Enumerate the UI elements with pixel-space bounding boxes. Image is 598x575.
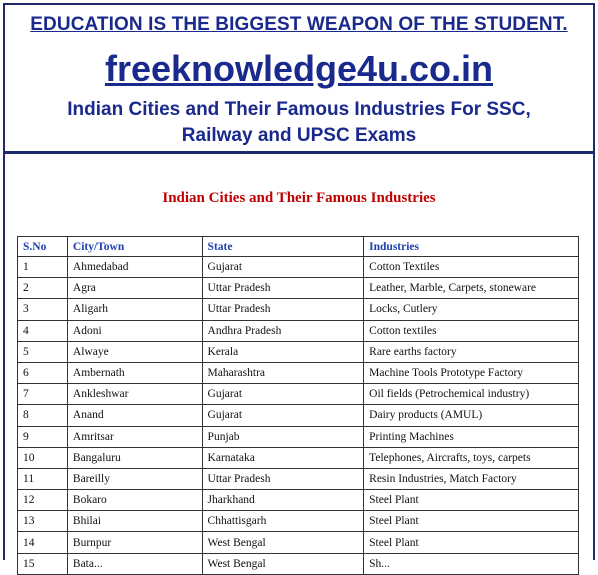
cell-city: Bokaro	[67, 490, 202, 511]
cell-city: Amritsar	[67, 426, 202, 447]
cell-state: Punjab	[202, 426, 364, 447]
table-row	[18, 299, 579, 320]
cell-industries: Cotton textiles	[364, 320, 579, 341]
table-row	[18, 490, 579, 511]
cell-sno: 8	[18, 405, 68, 426]
cell-state: Andhra Pradesh	[202, 320, 364, 341]
cell-sno: 15	[18, 553, 68, 574]
document-title: Indian Cities and Their Famous Industries	[162, 190, 436, 206]
cell-industries: Steel Plant	[364, 511, 579, 532]
table-row	[18, 553, 579, 574]
table-row	[18, 447, 579, 468]
cell-state: Gujarat	[202, 384, 364, 405]
cell-state: Uttar Pradesh	[202, 468, 364, 489]
cell-city: Aligarh	[67, 299, 202, 320]
cell-sno: 14	[18, 532, 68, 553]
page-subtitle	[25, 97, 573, 149]
cell-city: Bangaluru	[67, 447, 202, 468]
cell-state: Maharashtra	[202, 362, 364, 383]
cell-state: West Bengal	[202, 553, 364, 574]
table-row	[18, 278, 579, 299]
cell-sno: 11	[18, 468, 68, 489]
table-row	[18, 532, 579, 553]
table-row	[18, 362, 579, 383]
subtitle-line-2: Railway and UPSC Exams	[181, 125, 417, 146]
cell-industries: Locks, Cutlery	[364, 299, 579, 320]
cell-state: Gujarat	[202, 257, 364, 278]
cell-city: Bareilly	[67, 468, 202, 489]
cell-state: Uttar Pradesh	[202, 299, 364, 320]
table-header-row	[18, 237, 579, 257]
cell-state: Chhattisgarh	[202, 511, 364, 532]
cell-industries: Leather, Marble, Carpets, stoneware	[364, 278, 579, 299]
cell-city: Bata...	[67, 553, 202, 574]
cell-sno: 2	[18, 278, 68, 299]
cell-city: Agra	[67, 278, 202, 299]
cell-city: Bhilai	[67, 511, 202, 532]
cell-industries: Rare earths factory	[364, 341, 579, 362]
industries-table	[17, 236, 579, 575]
header	[5, 5, 593, 151]
cell-sno: 6	[18, 362, 68, 383]
cell-city: Burnpur	[67, 532, 202, 553]
cell-industries: Telephones, Aircrafts, toys, carpets	[364, 447, 579, 468]
cell-state: Jharkhand	[202, 490, 364, 511]
cell-state: West Bengal	[202, 532, 364, 553]
cell-sno: 4	[18, 320, 68, 341]
table-row	[18, 384, 579, 405]
cell-industries: Steel Plant	[364, 490, 579, 511]
table-row	[18, 257, 579, 278]
header-sno: S.No	[18, 237, 68, 257]
cell-state: Gujarat	[202, 405, 364, 426]
cell-city: Ahmedabad	[67, 257, 202, 278]
site-link[interactable]: freeknowledge4u.co.in	[104, 48, 494, 89]
cell-sno: 12	[18, 490, 68, 511]
cell-industries: Printing Machines	[364, 426, 579, 447]
cell-sno: 13	[18, 511, 68, 532]
cell-sno: 5	[18, 341, 68, 362]
cell-state: Uttar Pradesh	[202, 278, 364, 299]
cell-city: Anand	[67, 405, 202, 426]
cell-industries: Dairy products (AMUL)	[364, 405, 579, 426]
subtitle-line-1: Indian Cities and Their Famous Industries For SSC,	[67, 99, 531, 120]
slogan: EDUCATION IS THE BIGGEST WEAPON OF THE STUDENT.	[30, 14, 568, 35]
cell-city: Ankleshwar	[67, 384, 202, 405]
cell-industries: Machine Tools Prototype Factory	[364, 362, 579, 383]
cell-industries: Sh...	[364, 553, 579, 574]
cell-city: Alwaye	[67, 341, 202, 362]
table-row	[18, 426, 579, 447]
cell-state: Karnataka	[202, 447, 364, 468]
cell-sno: 7	[18, 384, 68, 405]
table-body	[18, 257, 579, 575]
table-row	[18, 468, 579, 489]
cell-industries: Oil fields (Petrochemical industry)	[364, 384, 579, 405]
cell-state: Kerala	[202, 341, 364, 362]
table-row	[18, 341, 579, 362]
table-row	[18, 320, 579, 341]
cell-city: Ambernath	[67, 362, 202, 383]
cell-sno: 1	[18, 257, 68, 278]
table-row	[18, 511, 579, 532]
cell-industries: Resin Industries, Match Factory	[364, 468, 579, 489]
cell-sno: 9	[18, 426, 68, 447]
header-industries: Industries	[364, 237, 579, 257]
cell-industries: Cotton Textiles	[364, 257, 579, 278]
header-state: State	[202, 237, 364, 257]
header-divider	[5, 151, 593, 154]
header-city: City/Town	[67, 237, 202, 257]
table-row	[18, 405, 579, 426]
cell-sno: 3	[18, 299, 68, 320]
cell-city: Adoni	[67, 320, 202, 341]
cell-sno: 10	[18, 447, 68, 468]
cell-industries: Steel Plant	[364, 532, 579, 553]
